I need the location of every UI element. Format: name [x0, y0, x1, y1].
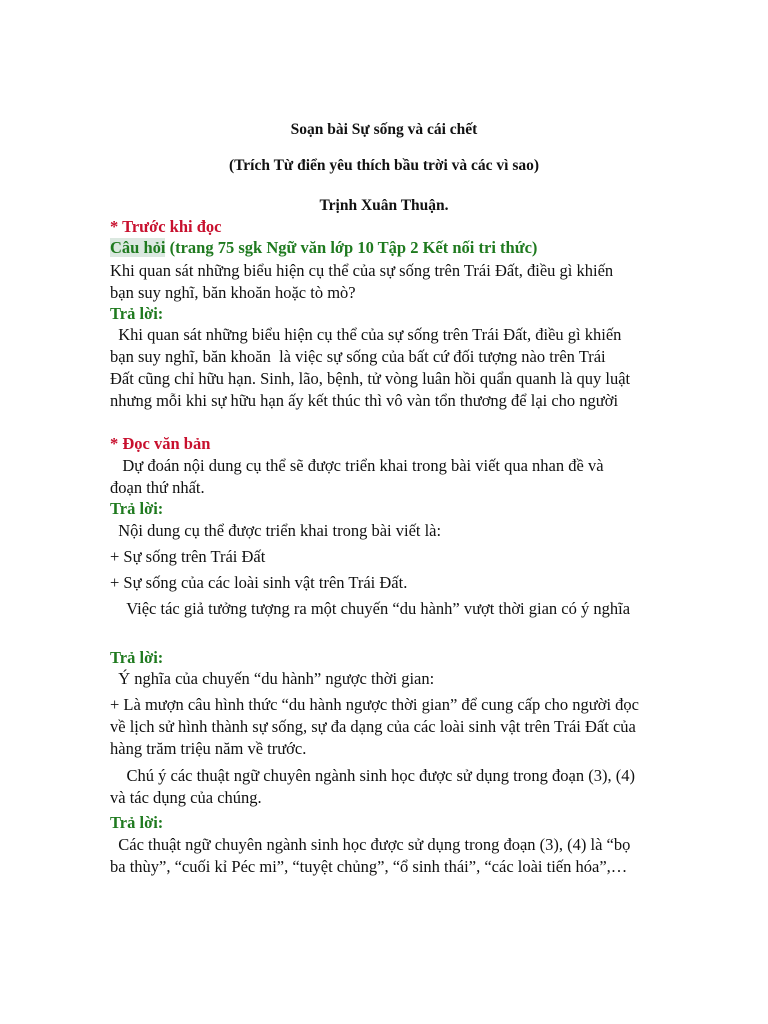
answer-3-line-4: hàng trăm triệu năm về trước. [110, 739, 307, 758]
answer-1-line-2: bạn suy nghĩ, băn khoăn là việc sự sống của bất cứ đối tượng nào trên Trái [110, 347, 606, 366]
answer-label-1: Trả lời: [110, 304, 164, 323]
author-name: Trịnh Xuân Thuận. [319, 197, 449, 214]
answer-2-line-1: Nội dung cụ thể được triển khai trong bài viết là: [110, 521, 442, 540]
question-label-highlight: Câu hỏi [110, 238, 166, 257]
heading-before-reading: * Trước khi đọc [110, 217, 222, 236]
answer-2-line-3: + Sự sống của các loài sinh vật trên Trái Đất. [110, 573, 408, 592]
answer-1-line-4: nhưng mỗi khi sự hữu hạn ấy kết thúc thì vô vàn tổn thương để lại cho người [110, 391, 619, 410]
question-4-line-2: và tác dụng của chúng. [110, 788, 262, 807]
question-2-line-2: đoạn thứ nhất. [110, 478, 205, 497]
answer-1-line-1: Khi quan sát những biểu hiện cụ thể của sự sống trên Trái Đất, điều gì khiến [110, 325, 622, 344]
answer-3-line-1: Ý nghĩa của chuyến “du hành” ngược thời gian: [110, 669, 435, 688]
answer-label-4: Trả lời: [110, 813, 164, 832]
page-subtitle: (Trích Từ điển yêu thích bầu trời và các vì sao) [228, 157, 540, 174]
answer-label-3: Trả lời: [110, 648, 164, 667]
heading-reading: * Đọc văn bản [110, 434, 211, 453]
question-3-line-1: Việc tác giả tưởng tượng ra một chuyến “du hành” vượt thời gian có ý nghĩa [110, 599, 631, 618]
question-1-line-2: bạn suy nghĩ, băn khoăn hoặc tò mò? [110, 283, 356, 302]
question-heading [110, 237, 537, 259]
answer-2-line-2: + Sự sống trên Trái Đất [110, 547, 266, 566]
answer-4-line-1: Các thuật ngữ chuyên ngành sinh học được sử dụng trong đoạn (3), (4) là “bọ [110, 835, 631, 854]
question-reference: (trang 75 sgk Ngữ văn lớp 10 Tập 2 Kết nối tri thức) [165, 238, 538, 257]
answer-3-line-2: + Là mượn câu hình thức “du hành ngược thời gian” để cung cấp cho người đọc [110, 695, 639, 714]
page-title: Soạn bài Sự sống và cái chết [290, 121, 478, 138]
answer-3-line-3: về lịch sử hình thành sự sống, sự đa dạng của các loài sinh vật trên Trái Đất của [110, 717, 636, 736]
question-4-line-1: Chú ý các thuật ngữ chuyên ngành sinh học được sử dụng trong đoạn (3), (4) [110, 766, 635, 785]
question-2-line-1: Dự đoán nội dung cụ thể sẽ được triển khai trong bài viết qua nhan đề và [110, 456, 604, 475]
answer-4-line-2: ba thùy”, “cuối kỉ Péc mi”, “tuyệt chủng”, “ổ sinh thái”, “các loài tiến hóa”,… [110, 857, 628, 876]
question-1-line-1: Khi quan sát những biểu hiện cụ thể của sự sống trên Trái Đất, điều gì khiến [110, 261, 614, 280]
answer-label-2: Trả lời: [110, 499, 164, 518]
answer-1-line-3: Đất cũng chỉ hữu hạn. Sinh, lão, bệnh, tử vòng luân hồi quẩn quanh là quy luật [110, 369, 631, 388]
